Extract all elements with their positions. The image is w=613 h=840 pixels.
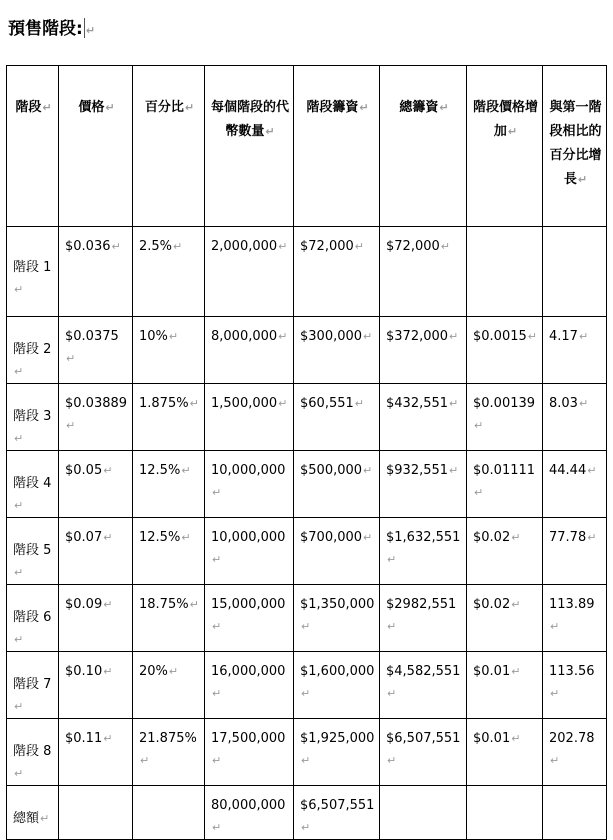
cell-text: $1,925,000 bbox=[300, 731, 375, 746]
cell-text: $0.03889 bbox=[65, 396, 128, 411]
cell-text: 80,000,000 bbox=[211, 798, 286, 813]
paragraph-mark-icon: ↵ bbox=[14, 365, 24, 378]
stage-cell[interactable] bbox=[7, 786, 59, 840]
cell-text: $1,350,000 bbox=[300, 597, 375, 612]
paragraph-mark-icon: ↵ bbox=[66, 352, 76, 365]
paragraph-mark-icon: ↵ bbox=[212, 687, 222, 700]
cell-text: 10% bbox=[139, 329, 168, 344]
presale-table bbox=[6, 65, 607, 840]
growth-cell[interactable] bbox=[543, 518, 607, 585]
percent-cell[interactable] bbox=[133, 585, 205, 652]
paragraph-mark-icon: ↵ bbox=[212, 553, 222, 566]
cell-text: $0.02 bbox=[473, 597, 511, 612]
table-row bbox=[7, 585, 607, 652]
cell-text: 2.5% bbox=[139, 239, 173, 254]
paragraph-mark-icon: ↵ bbox=[511, 598, 521, 611]
cell-text: $300,000 bbox=[300, 329, 363, 344]
paragraph-mark-icon: ↵ bbox=[550, 754, 560, 767]
paragraph-mark-icon: ↵ bbox=[181, 531, 191, 544]
cell-text: 2,000,000 bbox=[211, 239, 278, 254]
paragraph-mark-icon: ↵ bbox=[103, 531, 113, 544]
paragraph-mark-icon: ↵ bbox=[359, 101, 369, 114]
table-row bbox=[7, 518, 607, 585]
cell-text: 17,500,000 bbox=[211, 731, 286, 746]
paragraph-mark-icon: ↵ bbox=[439, 101, 449, 114]
total-raised-cell[interactable] bbox=[380, 317, 467, 384]
price-cell[interactable] bbox=[59, 652, 133, 719]
raised-cell[interactable] bbox=[294, 719, 380, 786]
table-row bbox=[7, 451, 607, 518]
cell-text: $1,632,551 bbox=[386, 530, 461, 545]
paragraph-mark-icon: ↵ bbox=[111, 240, 121, 253]
cell-text: $4,582,551 bbox=[386, 664, 461, 679]
price-cell[interactable] bbox=[59, 384, 133, 451]
paragraph-mark-icon: ↵ bbox=[184, 101, 195, 114]
table-row bbox=[7, 384, 607, 451]
table-row bbox=[7, 317, 607, 384]
cell-text: $0.02 bbox=[473, 530, 511, 545]
tokens-cell[interactable] bbox=[205, 585, 294, 652]
paragraph-mark-icon: ↵ bbox=[507, 125, 518, 138]
document-title-text: 預售階段: bbox=[8, 19, 83, 39]
stage-cell[interactable] bbox=[7, 652, 59, 719]
text-cursor bbox=[84, 18, 85, 38]
price-cell[interactable] bbox=[59, 317, 133, 384]
raised-cell[interactable] bbox=[294, 317, 380, 384]
total-raised-cell[interactable] bbox=[380, 585, 467, 652]
cell-text: 階段 2 bbox=[13, 342, 52, 357]
paragraph-mark-icon: ↵ bbox=[527, 330, 537, 343]
percent-cell[interactable] bbox=[133, 518, 205, 585]
paragraph-mark-icon: ↵ bbox=[42, 101, 52, 114]
paragraph-mark-icon: ↵ bbox=[14, 283, 24, 296]
percent-cell[interactable] bbox=[133, 719, 205, 786]
total-raised-cell[interactable] bbox=[380, 227, 467, 317]
cell-text: 21.875% bbox=[139, 731, 197, 746]
tokens-cell[interactable] bbox=[205, 451, 294, 518]
paragraph-mark-icon: ↵ bbox=[301, 687, 311, 700]
cell-text: $60,551 bbox=[300, 396, 354, 411]
cell-text: 階段 8 bbox=[13, 744, 52, 759]
paragraph-mark-icon: ↵ bbox=[278, 330, 288, 343]
table-total-row bbox=[7, 786, 607, 840]
cell-text: $0.00139 bbox=[473, 396, 536, 411]
raised-cell[interactable] bbox=[294, 384, 380, 451]
growth-cell[interactable] bbox=[543, 384, 607, 451]
table-row bbox=[7, 719, 607, 786]
price-increase-cell[interactable] bbox=[467, 585, 543, 652]
paragraph-mark-icon: ↵ bbox=[168, 330, 179, 343]
price-cell[interactable] bbox=[59, 786, 133, 840]
percent-cell[interactable] bbox=[133, 652, 205, 719]
stage-cell[interactable] bbox=[7, 384, 59, 451]
cell-text: $0.09 bbox=[65, 597, 103, 612]
cell-text: $932,551 bbox=[386, 463, 449, 478]
cell-text: 202.78 bbox=[549, 731, 595, 746]
price-increase-cell[interactable] bbox=[467, 786, 543, 840]
cell-text: 12.5% bbox=[139, 463, 181, 478]
paragraph-mark-icon: ↵ bbox=[387, 687, 397, 700]
cell-text: $72,000 bbox=[300, 239, 354, 254]
raised-cell[interactable] bbox=[294, 585, 380, 652]
total-raised-cell[interactable] bbox=[380, 786, 467, 840]
stage-cell[interactable] bbox=[7, 719, 59, 786]
percent-cell[interactable] bbox=[133, 451, 205, 518]
cell-text: 20% bbox=[139, 664, 168, 679]
cell-text: $500,000 bbox=[300, 463, 363, 478]
header-cell[interactable]: 與第一階段相比的百分比增長↵ bbox=[543, 66, 607, 227]
paragraph-mark-icon: ↵ bbox=[85, 24, 96, 37]
header-cell[interactable]: 百分比↵ bbox=[133, 66, 205, 227]
price-cell[interactable] bbox=[59, 585, 133, 652]
paragraph-mark-icon: ↵ bbox=[578, 330, 589, 343]
paragraph-mark-icon: ↵ bbox=[212, 821, 222, 834]
paragraph-mark-icon: ↵ bbox=[278, 240, 288, 253]
table-row bbox=[7, 227, 607, 317]
price-increase-cell[interactable] bbox=[467, 227, 543, 317]
paragraph-mark-icon: ↵ bbox=[449, 397, 459, 410]
stage-cell[interactable] bbox=[7, 317, 59, 384]
paragraph-mark-icon: ↵ bbox=[577, 173, 588, 186]
cell-text: $0.10 bbox=[65, 664, 103, 679]
total-raised-cell[interactable] bbox=[380, 518, 467, 585]
paragraph-mark-icon: ↵ bbox=[511, 531, 521, 544]
raised-cell[interactable] bbox=[294, 227, 380, 317]
paragraph-mark-icon: ↵ bbox=[474, 419, 484, 432]
paragraph-mark-icon: ↵ bbox=[189, 598, 199, 611]
growth-cell[interactable] bbox=[543, 652, 607, 719]
paragraph-mark-icon: ↵ bbox=[103, 665, 113, 678]
paragraph-mark-icon: ↵ bbox=[550, 687, 560, 700]
price-increase-cell[interactable] bbox=[467, 719, 543, 786]
cell-text: 4.17 bbox=[549, 329, 578, 344]
header-cell[interactable]: 每個階段的代幣數量↵ bbox=[205, 66, 294, 227]
paragraph-mark-icon: ↵ bbox=[587, 531, 597, 544]
price-increase-cell[interactable] bbox=[467, 384, 543, 451]
table-row bbox=[7, 652, 607, 719]
paragraph-mark-icon: ↵ bbox=[301, 620, 311, 633]
paragraph-mark-icon: ↵ bbox=[449, 330, 459, 343]
cell-text: $0.0375 bbox=[65, 329, 119, 344]
header-cell[interactable]: 階段↵ bbox=[7, 66, 59, 227]
paragraph-mark-icon: ↵ bbox=[387, 620, 397, 633]
cell-text: $72,000 bbox=[386, 239, 440, 254]
paragraph-mark-icon: ↵ bbox=[14, 767, 24, 780]
cell-text: 18.75% bbox=[139, 597, 189, 612]
cell-text: $0.07 bbox=[65, 530, 103, 545]
paragraph-mark-icon: ↵ bbox=[140, 754, 150, 767]
paragraph-mark-icon: ↵ bbox=[14, 499, 24, 512]
growth-cell[interactable] bbox=[543, 786, 607, 840]
header-cell[interactable]: 總籌資↵ bbox=[380, 66, 467, 227]
percent-cell[interactable] bbox=[133, 384, 205, 451]
cell-text: 1,500,000 bbox=[211, 396, 278, 411]
cell-text: 12.5% bbox=[139, 530, 181, 545]
total-raised-cell[interactable] bbox=[380, 384, 467, 451]
paragraph-mark-icon: ↵ bbox=[212, 620, 222, 633]
total-raised-cell[interactable] bbox=[380, 451, 467, 518]
paragraph-mark-icon: ↵ bbox=[14, 432, 24, 445]
cell-text: $0.01 bbox=[473, 664, 511, 679]
price-increase-cell[interactable] bbox=[467, 451, 543, 518]
paragraph-mark-icon: ↵ bbox=[440, 240, 450, 253]
cell-text: 16,000,000 bbox=[211, 664, 286, 679]
cell-text: $0.05 bbox=[65, 463, 103, 478]
cell-text: 8,000,000 bbox=[211, 329, 278, 344]
cell-text: $372,000 bbox=[386, 329, 449, 344]
paragraph-mark-icon: ↵ bbox=[14, 633, 24, 646]
paragraph-mark-icon: ↵ bbox=[301, 754, 311, 767]
cell-text: 44.44 bbox=[549, 463, 587, 478]
document-title[interactable] bbox=[8, 14, 95, 39]
paragraph-mark-icon: ↵ bbox=[474, 486, 484, 499]
header-cell[interactable]: 階段價格增加↵ bbox=[467, 66, 543, 227]
paragraph-mark-icon: ↵ bbox=[40, 812, 50, 825]
total-raised-cell[interactable] bbox=[380, 652, 467, 719]
cell-text: $1,600,000 bbox=[300, 664, 375, 679]
price-cell[interactable] bbox=[59, 451, 133, 518]
price-cell[interactable] bbox=[59, 227, 133, 317]
growth-cell[interactable] bbox=[543, 317, 607, 384]
price-increase-cell[interactable] bbox=[467, 518, 543, 585]
paragraph-mark-icon: ↵ bbox=[265, 125, 275, 138]
cell-text: $6,507,551 bbox=[300, 798, 375, 813]
tokens-cell[interactable] bbox=[205, 518, 294, 585]
paragraph-mark-icon: ↵ bbox=[511, 665, 521, 678]
cell-text: $0.036 bbox=[65, 239, 111, 254]
paragraph-mark-icon: ↵ bbox=[587, 464, 597, 477]
total-raised-cell[interactable] bbox=[380, 719, 467, 786]
paragraph-mark-icon: ↵ bbox=[363, 464, 373, 477]
growth-cell[interactable] bbox=[543, 719, 607, 786]
tokens-cell[interactable] bbox=[205, 384, 294, 451]
price-cell[interactable] bbox=[59, 518, 133, 585]
cell-text: $0.0015 bbox=[473, 329, 527, 344]
cell-text: $0.01 bbox=[473, 731, 511, 746]
cell-text: $6,507,551 bbox=[386, 731, 461, 746]
stage-cell[interactable] bbox=[7, 227, 59, 317]
paragraph-mark-icon: ↵ bbox=[189, 397, 199, 410]
paragraph-mark-icon: ↵ bbox=[103, 598, 113, 611]
raised-cell[interactable] bbox=[294, 518, 380, 585]
price-increase-cell[interactable] bbox=[467, 317, 543, 384]
raised-cell[interactable] bbox=[294, 786, 380, 840]
percent-cell[interactable] bbox=[133, 317, 205, 384]
paragraph-mark-icon: ↵ bbox=[168, 665, 179, 678]
paragraph-mark-icon: ↵ bbox=[578, 397, 589, 410]
table-body bbox=[7, 227, 607, 840]
cell-text: 1.875% bbox=[139, 396, 189, 411]
cell-text: 階段 3 bbox=[13, 409, 52, 424]
stage-cell[interactable] bbox=[7, 518, 59, 585]
cell-text: 113.56 bbox=[549, 664, 595, 679]
cell-text: 階段 7 bbox=[13, 677, 52, 692]
cell-text: 77.78 bbox=[549, 530, 587, 545]
cell-text: 10,000,000 bbox=[211, 463, 286, 478]
paragraph-mark-icon: ↵ bbox=[105, 101, 115, 114]
cell-text: 15,000,000 bbox=[211, 597, 286, 612]
tokens-cell[interactable] bbox=[205, 652, 294, 719]
header-cell[interactable]: 階段籌資↵ bbox=[294, 66, 380, 227]
cell-text: $0.11 bbox=[65, 731, 103, 746]
raised-cell[interactable] bbox=[294, 451, 380, 518]
paragraph-mark-icon: ↵ bbox=[354, 397, 364, 410]
paragraph-mark-icon: ↵ bbox=[449, 464, 459, 477]
header-cell[interactable]: 價格↵ bbox=[59, 66, 133, 227]
cell-text: $2982,551 bbox=[386, 597, 457, 612]
paragraph-mark-icon: ↵ bbox=[173, 240, 183, 253]
percent-cell[interactable] bbox=[133, 786, 205, 840]
cell-text: 10,000,000 bbox=[211, 530, 286, 545]
percent-cell[interactable] bbox=[133, 227, 205, 317]
paragraph-mark-icon: ↵ bbox=[387, 553, 397, 566]
cell-text: $432,551 bbox=[386, 396, 449, 411]
cell-text: $0.01111 bbox=[473, 463, 536, 478]
tokens-cell[interactable] bbox=[205, 317, 294, 384]
cell-text: 113.89 bbox=[549, 597, 595, 612]
paragraph-mark-icon: ↵ bbox=[103, 464, 113, 477]
paragraph-mark-icon: ↵ bbox=[14, 566, 24, 579]
cell-text: 階段 1 bbox=[13, 260, 52, 275]
paragraph-mark-icon: ↵ bbox=[103, 732, 113, 745]
paragraph-mark-icon: ↵ bbox=[511, 732, 521, 745]
paragraph-mark-icon: ↵ bbox=[301, 821, 311, 834]
stage-cell[interactable] bbox=[7, 585, 59, 652]
cell-text: 總額 bbox=[13, 811, 40, 826]
paragraph-mark-icon: ↵ bbox=[14, 700, 24, 713]
tokens-cell[interactable] bbox=[205, 719, 294, 786]
cell-text: 階段 5 bbox=[13, 543, 52, 558]
tokens-cell[interactable] bbox=[205, 227, 294, 317]
paragraph-mark-icon: ↵ bbox=[363, 531, 373, 544]
tokens-cell[interactable] bbox=[205, 786, 294, 840]
paragraph-mark-icon: ↵ bbox=[181, 464, 191, 477]
table-header-row bbox=[7, 66, 607, 227]
growth-cell[interactable] bbox=[543, 585, 607, 652]
paragraph-mark-icon: ↵ bbox=[278, 397, 288, 410]
paragraph-mark-icon: ↵ bbox=[212, 754, 222, 767]
price-cell[interactable] bbox=[59, 719, 133, 786]
paragraph-mark-icon: ↵ bbox=[363, 330, 373, 343]
raised-cell[interactable] bbox=[294, 652, 380, 719]
cell-text: $700,000 bbox=[300, 530, 363, 545]
stage-cell[interactable] bbox=[7, 451, 59, 518]
paragraph-mark-icon: ↵ bbox=[550, 620, 560, 633]
cell-text: 階段 4 bbox=[13, 476, 52, 491]
paragraph-mark-icon: ↵ bbox=[387, 754, 397, 767]
paragraph-mark-icon: ↵ bbox=[212, 486, 222, 499]
paragraph-mark-icon: ↵ bbox=[354, 240, 364, 253]
paragraph-mark-icon: ↵ bbox=[66, 419, 76, 432]
cell-text: 階段 6 bbox=[13, 610, 52, 625]
growth-cell[interactable] bbox=[543, 451, 607, 518]
growth-cell[interactable] bbox=[543, 227, 607, 317]
price-increase-cell[interactable] bbox=[467, 652, 543, 719]
cell-text: 8.03 bbox=[549, 396, 578, 411]
